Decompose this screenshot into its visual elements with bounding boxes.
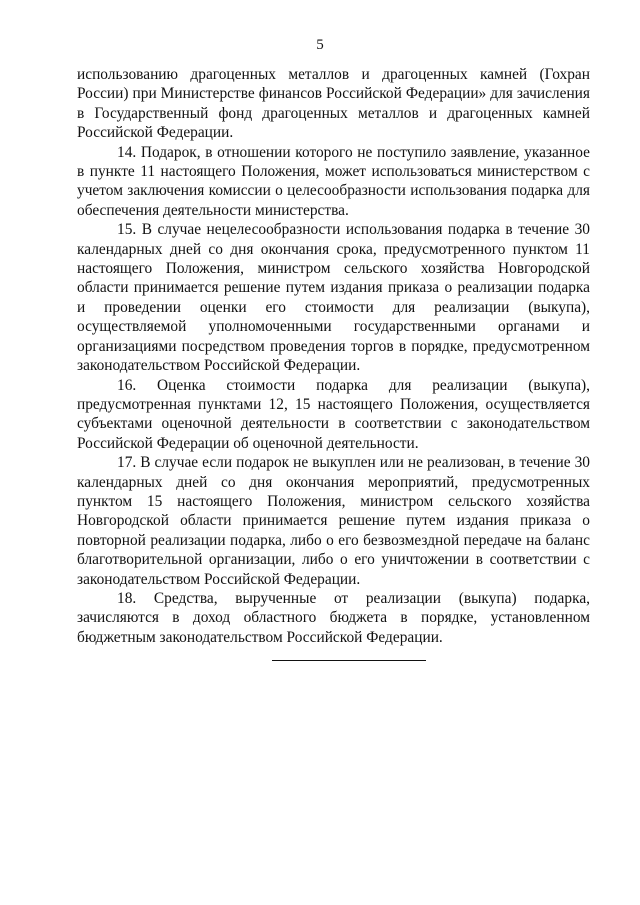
paragraph-14: 14. Подарок, в отношении которого не поступило заявление, указанное в пункте 11 настоящего Положения, может использоваться министерством с учетом заключения комиссии о целесообразности использования подарка для обеспечения деятельности министерства. (77, 143, 590, 219)
paragraph-continuation: использованию драгоценных металлов и драгоценных камней (Гохран России) при Министерстве финансов Российской Федерации» для зачисления в Государственный фонд драгоценных металлов и драгоценных камней Российской Федерации. (77, 66, 590, 142)
end-divider (272, 660, 426, 661)
paragraph-17: 17. В случае если подарок не выкуплен или не реализован, в течение 30 календарных дней со дня окончания мероприятий, предусмотренных пунктом 15 настоящего Положения, министром сельского хозяйства Новгородской области принимается решение путем издания приказа о повторной реализации подарка, либо о его безвозмездной передаче на баланс благотворительной организации, либо о его уничтожении в соответствии с законодательством Российской Федерации. (77, 454, 590, 588)
page-number: 5 (316, 37, 324, 53)
document-body (77, 65, 590, 661)
paragraph-18: 18. Средства, вырученные от реализации (выкупа) подарка, зачисляются в доход областного бюджета в порядке, установленном бюджетным законодательством Российской Федерации. (77, 589, 590, 646)
paragraph-16: 16. Оценка стоимости подарка для реализации (выкупа), предусмотренная пунктами 12, 15 настоящего Положения, осуществляется субъектами оценочной деятельности в соответствии с законодательством Российской Федерации об оценочной деятельности. (77, 376, 590, 452)
paragraph-15: 15. В случае нецелесообразности использования подарка в течение 30 календарных дней со дня окончания срока, предусмотренного пунктом 11 настоящего Положения, министром сельского хозяйства Новгородской области принимается решение путем издания приказа о реализации подарка и проведении оценки его стоимости для реализации (выкупа), осуществляемой уполномоченными государственными органами и организациями посредством проведения торгов в порядке, предусмотренном законодательством Российской Федерации. (77, 221, 590, 375)
